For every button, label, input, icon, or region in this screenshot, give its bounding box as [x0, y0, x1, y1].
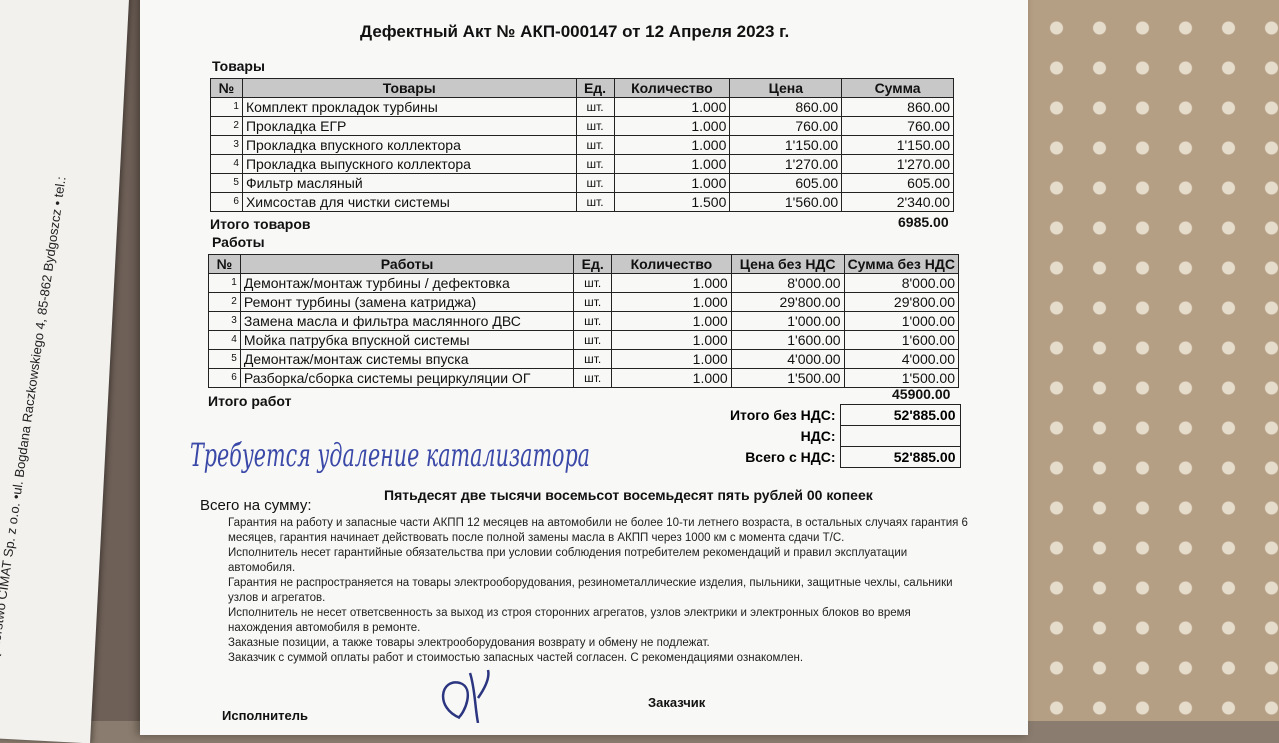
- customer-label: Заказчик: [648, 695, 706, 710]
- row-name: Разборка/сборка системы рециркуляции ОГ: [240, 369, 573, 388]
- row-unit: шт.: [576, 193, 614, 212]
- row-price: 8'000.00: [731, 274, 844, 293]
- row-sum: 1'270.00: [842, 155, 954, 174]
- row-qty: 1.000: [612, 312, 732, 331]
- row-unit: шт.: [574, 293, 612, 312]
- row-price: 1'560.00: [730, 193, 842, 212]
- works-total-label: Итого работ: [208, 393, 292, 409]
- goods-header-price: Цена: [730, 79, 842, 98]
- row-name: Прокладка выпускного коллектора: [242, 155, 576, 174]
- row-number: 4: [209, 331, 241, 350]
- row-name: Химсостав для чистки системы: [242, 193, 576, 212]
- row-unit: шт.: [576, 136, 614, 155]
- table-row: [211, 174, 954, 193]
- row-name: Демонтаж/монтаж системы впуска: [240, 350, 573, 369]
- table-row: [209, 369, 959, 388]
- executor-label: Исполнитель: [222, 708, 308, 723]
- warranty-terms: [228, 516, 973, 666]
- row-sum: 1'000.00: [844, 312, 958, 331]
- row-qty: 1.000: [614, 174, 730, 193]
- row-qty: 1.000: [612, 331, 732, 350]
- goods-header-num: №: [211, 79, 243, 98]
- terms-paragraph: Гарантия не распространяется на товары электрооборудования, резинометаллические изделия, пыльники, защитные чехлы, сальники узлов и агрегатов.: [228, 577, 953, 604]
- row-qty: 1.000: [614, 136, 730, 155]
- row-sum: 760.00: [842, 117, 954, 136]
- no-vat-label: Итого без НДС:: [729, 407, 836, 423]
- works-section-title: Работы: [212, 234, 265, 250]
- terms-paragraph: Заказчик с суммой оплаты работ и стоимостью запасных частей согласен. С рекомендациями ознакомлен.: [228, 652, 804, 664]
- row-price: 4'000.00: [731, 350, 844, 369]
- row-name: Фильтр масляный: [242, 174, 576, 193]
- row-qty: 1.000: [614, 98, 730, 117]
- row-qty: 1.000: [612, 274, 732, 293]
- works-table: [208, 254, 959, 388]
- table-row: [211, 136, 954, 155]
- row-sum: 4'000.00: [844, 350, 958, 369]
- works-header-price: Цена без НДС: [731, 255, 844, 274]
- row-unit: шт.: [576, 98, 614, 117]
- row-qty: 1.000: [612, 350, 732, 369]
- summary-box: [700, 404, 961, 468]
- row-number: 1: [211, 98, 243, 117]
- row-unit: шт.: [574, 331, 612, 350]
- row-name: Демонтаж/монтаж турбины / дефектовка: [240, 274, 573, 293]
- row-name: Замена масла и фильтра маслянного ДВС: [240, 312, 573, 331]
- row-number: 6: [211, 193, 243, 212]
- row-number: 1: [209, 274, 241, 293]
- row-number: 3: [211, 136, 243, 155]
- row-number: 3: [209, 312, 241, 331]
- row-number: 5: [211, 174, 243, 193]
- terms-paragraph: Исполнитель не несет ответсвенность за выход из строя сторонних агрегатов, узлов электрики и электронных блоков во время нахождения автомобиля в ремонте.: [228, 607, 911, 634]
- signature: [430, 668, 510, 723]
- with-vat-value: 52'885.00: [840, 447, 960, 468]
- table-row: [211, 98, 954, 117]
- row-name: Прокладка ЕГР: [242, 117, 576, 136]
- goods-header-unit: Ед.: [576, 79, 614, 98]
- row-sum: 8'000.00: [844, 274, 958, 293]
- goods-header-sum: Сумма: [842, 79, 954, 98]
- row-unit: шт.: [576, 117, 614, 136]
- table-row: [209, 274, 959, 293]
- table-row: [209, 350, 959, 369]
- table-row: [211, 155, 954, 174]
- row-qty: 1.000: [614, 117, 730, 136]
- row-price: 1'500.00: [731, 369, 844, 388]
- terms-paragraph: Заказные позиции, а также товары электрооборудования возврату и обмену не подлежат.: [228, 637, 710, 649]
- row-sum: 1'150.00: [842, 136, 954, 155]
- row-name: Комплект прокладок турбины: [242, 98, 576, 117]
- row-number: 2: [209, 293, 241, 312]
- row-price: 1'000.00: [731, 312, 844, 331]
- row-unit: шт.: [576, 155, 614, 174]
- vat-value: [840, 426, 960, 447]
- row-price: 1'150.00: [730, 136, 842, 155]
- row-number: 6: [209, 369, 241, 388]
- row-name: Прокладка впускного коллектора: [242, 136, 576, 155]
- table-row: [209, 293, 959, 312]
- row-qty: 1.000: [612, 369, 732, 388]
- amount-words-text: Пятьдесят две тысячи восемьсот восемьдесят пять рублей 00 копеек: [384, 487, 873, 503]
- goods-total-label: Итого товаров: [210, 216, 311, 232]
- row-sum: 2'340.00: [842, 193, 954, 212]
- row-unit: шт.: [574, 369, 612, 388]
- terms-paragraph: Гарантия на работу и запасные части АКПП 12 месяцев на автомобили не более 10-ти летнего возраста, в остальных случаях гарантия 6 месяцев, гарантия начинает действовать после полной замены масла в АКПП через 1000 км с момента сдачи Т/С.: [228, 517, 968, 544]
- row-sum: 605.00: [842, 174, 954, 193]
- table-row: [211, 193, 954, 212]
- goods-header-name: Товары: [242, 79, 576, 98]
- row-unit: шт.: [574, 312, 612, 331]
- row-qty: 1.500: [614, 193, 730, 212]
- row-sum: 860.00: [842, 98, 954, 117]
- row-price: 860.00: [730, 98, 842, 117]
- row-unit: шт.: [574, 350, 612, 369]
- row-price: 605.00: [730, 174, 842, 193]
- works-header-unit: Ед.: [574, 255, 612, 274]
- row-sum: 1'600.00: [844, 331, 958, 350]
- row-number: 4: [211, 155, 243, 174]
- goods-header-qty: Количество: [614, 79, 730, 98]
- row-name: Ремонт турбины (замена катриджа): [240, 293, 573, 312]
- table-row: [211, 117, 954, 136]
- row-qty: 1.000: [612, 293, 732, 312]
- row-number: 2: [211, 117, 243, 136]
- row-price: 29'800.00: [731, 293, 844, 312]
- no-vat-value: 52'885.00: [840, 405, 960, 426]
- row-number: 5: [209, 350, 241, 369]
- vat-label: НДС:: [800, 428, 836, 444]
- amount-words-label: Всего на сумму:: [200, 497, 312, 514]
- row-sum: 29'800.00: [844, 293, 958, 312]
- table-row: [209, 331, 959, 350]
- goods-section-title: Товары: [212, 58, 265, 74]
- row-price: 1'600.00: [731, 331, 844, 350]
- row-qty: 1.000: [614, 155, 730, 174]
- works-header-num: №: [209, 255, 241, 274]
- works-header-sum: Сумма без НДС: [844, 255, 958, 274]
- terms-paragraph: Исполнитель несет гарантийные обязательства при условии соблюдения потребителем рекомендаций и правил эксплуатации автомобиля.: [228, 547, 908, 574]
- works-total-value: 45900.00: [892, 386, 951, 402]
- with-vat-label: Всего с НДС:: [745, 449, 836, 465]
- row-price: 1'270.00: [730, 155, 842, 174]
- goods-total-value: 6985.00: [898, 214, 949, 230]
- document-title: Дефектный Акт № АКП-000147 от 12 Апреля 2023 г.: [360, 22, 790, 41]
- row-unit: шт.: [576, 174, 614, 193]
- works-header-name: Работы: [240, 255, 573, 274]
- handwritten-note-text: Требуется удаление катализатора: [190, 436, 590, 474]
- row-unit: шт.: [574, 274, 612, 293]
- table-row: [209, 312, 959, 331]
- row-sum: 1'500.00: [844, 369, 958, 388]
- row-name: Мойка патрубка впускной системы: [240, 331, 573, 350]
- goods-table: [210, 78, 954, 212]
- works-header-qty: Количество: [612, 255, 732, 274]
- row-price: 760.00: [730, 117, 842, 136]
